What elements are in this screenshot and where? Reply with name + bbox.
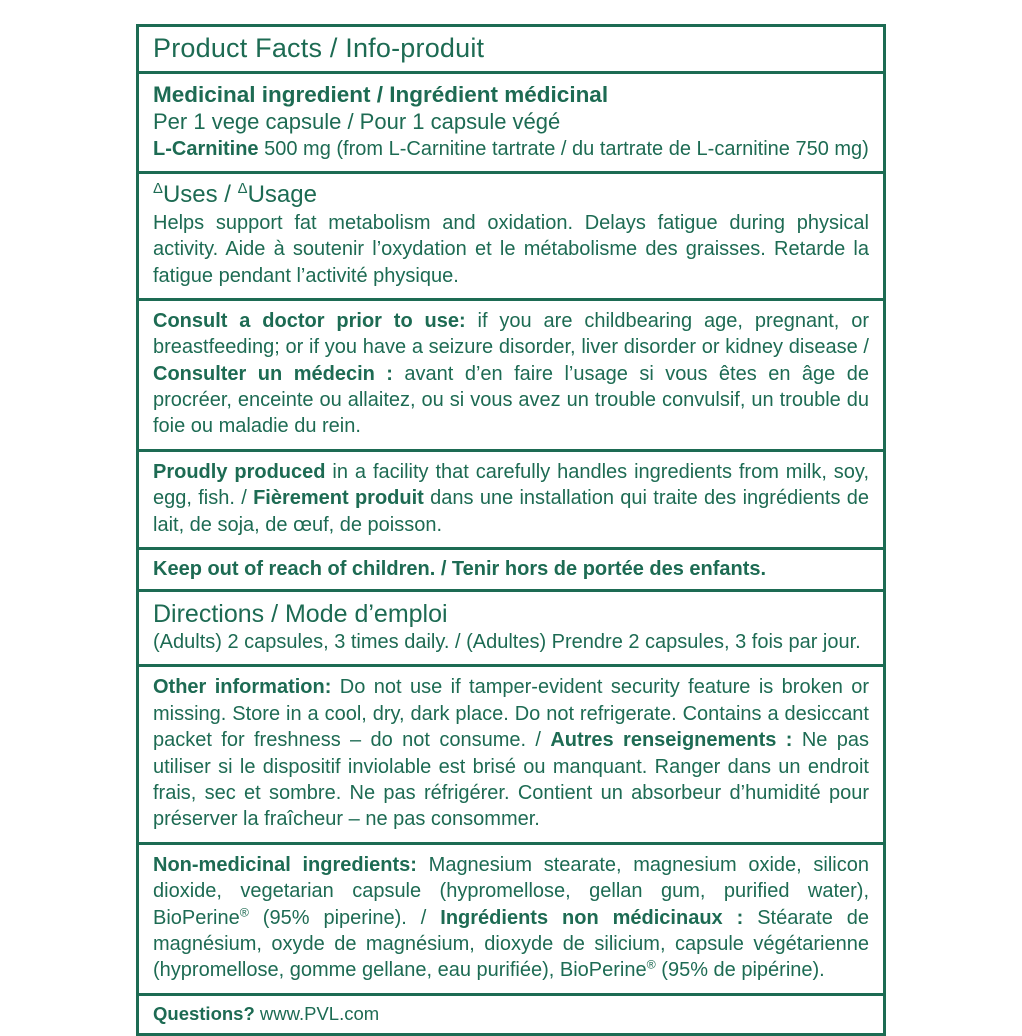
bioperine-registered-icon-fr: ® — [646, 957, 656, 972]
uses-heading — [153, 181, 869, 210]
non-medicinal-ingredients-section — [139, 845, 883, 996]
uses-heading-separator: / — [217, 180, 238, 208]
consult-text-fr: avant d’en faire l’usage si vous êtes en âge de procréer, enceinte ou allaitez, ou si vous avez un trouble convulsif, un trouble du foie ou maladie du rein. — [153, 362, 869, 438]
uses-text: Helps support fat metabolism and oxidation. Delays fatigue during physical activity. Aide à soutenir l’oxydation et le métabolisme des graisses. Retarde la fatigue pendant l’activité physique. — [153, 211, 869, 287]
bioperine-registered-icon-en: ® — [239, 904, 249, 919]
nonmedicinal-text-en-1: Magnesium stearate, magnesium oxide, silicon dioxide, vegetarian capsule (hypromellose, gellan gum, purified water), BioPerine — [153, 853, 869, 929]
other-information-section — [139, 667, 883, 844]
other-label-fr: Autres renseignements : — [550, 729, 793, 752]
questions-line — [153, 1002, 869, 1026]
consult-label-fr: Consulter un médecin : — [153, 362, 393, 385]
medicinal-ingredient-section — [139, 74, 883, 174]
produced-text-en: in a facility that carefully handles ingredients from milk, soy, egg, fish. / — [153, 460, 870, 510]
keep-out-of-reach-section — [139, 550, 883, 592]
nonmedicinal-text-fr-2: (95% de pipérine). — [655, 959, 825, 982]
ingredient-name: L-Carnitine — [153, 137, 259, 160]
other-text-en: Do not use if tamper-evident security feature is broken or missing. Store in a cool, dry, dark place. Do not refrigerate. Contains a desiccant packet for freshness – do not consume. / — [153, 676, 870, 752]
nonmedicinal-text-fr-1: Stéarate de magnésium, oxyde de magnésium, dioxyde de silicium, capsule végétarienne (hypromellose, gomme gellane, eau purifiée), BioPerine — [153, 906, 870, 982]
panel-title-section — [139, 27, 883, 74]
consult-doctor-section — [139, 301, 883, 452]
other-text-fr: Ne pas utiliser si le dispositif inviolable est brisé ou manquant. Ranger dans un endroit frais, sec et sombre. Ne pas réfrigérer. Contient un absorbeur d’humidité pour préserver la fraîcheur – ne pas consommer. — [153, 729, 869, 831]
other-information-text — [153, 674, 869, 832]
medicinal-ingredient-line — [153, 136, 869, 162]
ingredient-detail: 500 mg (from L-Carnitine tartrate / du tartrate de L-carnitine 750 mg) — [258, 137, 869, 160]
consult-doctor-text — [153, 308, 869, 440]
consult-text-en: if you are childbearing age, pregnant, or breastfeeding; or if you have a seizure disorder, liver disorder or kidney disease / — [153, 309, 869, 359]
consult-label-en: Consult a doctor prior to use: — [153, 309, 466, 332]
directions-text: (Adults) 2 capsules, 3 times daily. / (Adultes) Prendre 2 capsules, 3 fois par jour. — [153, 631, 861, 654]
proudly-produced-section — [139, 452, 883, 550]
nonmedicinal-label-en: Non-medicinal ingredients: — [153, 853, 417, 876]
product-facts-panel — [136, 24, 886, 1036]
proudly-produced-text — [153, 459, 869, 538]
other-label-en: Other information: — [153, 676, 332, 699]
produced-label-fr: Fièrement produit — [253, 487, 424, 510]
nonmedicinal-text-en-2: (95% piperine). / — [248, 906, 441, 929]
nonmedicinal-label-fr: Ingrédients non médicinaux : — [440, 906, 744, 929]
uses-heading-en-superscript: Δ — [153, 180, 163, 197]
uses-section — [139, 174, 883, 301]
page-title: Product Facts / Info-produit — [153, 33, 485, 63]
produced-label-en: Proudly produced — [153, 460, 326, 483]
directions-section — [139, 592, 883, 667]
uses-heading-en: Uses — [162, 180, 218, 208]
produced-text-fr: dans une installation qui traite des ingrédients de lait, de soja, de œuf, de poisson. — [153, 487, 869, 536]
uses-heading-fr: Usage — [247, 180, 317, 208]
questions-label: Questions? — [153, 1002, 255, 1024]
questions-section — [139, 996, 883, 1033]
directions-heading: Directions / Mode d’emploi — [153, 600, 448, 629]
medicinal-heading: Medicinal ingredient / Ingrédient médicinal — [153, 82, 609, 108]
questions-url[interactable]: www.PVL.com — [254, 1002, 380, 1024]
keep-out-of-reach-text: Keep out of reach of children. / Tenir hors de portée des enfants. — [153, 558, 767, 581]
non-medicinal-text — [153, 852, 869, 984]
uses-heading-fr-superscript: Δ — [237, 180, 248, 197]
medicinal-per-serving: Per 1 vege capsule / Pour 1 capsule végé — [153, 109, 561, 135]
